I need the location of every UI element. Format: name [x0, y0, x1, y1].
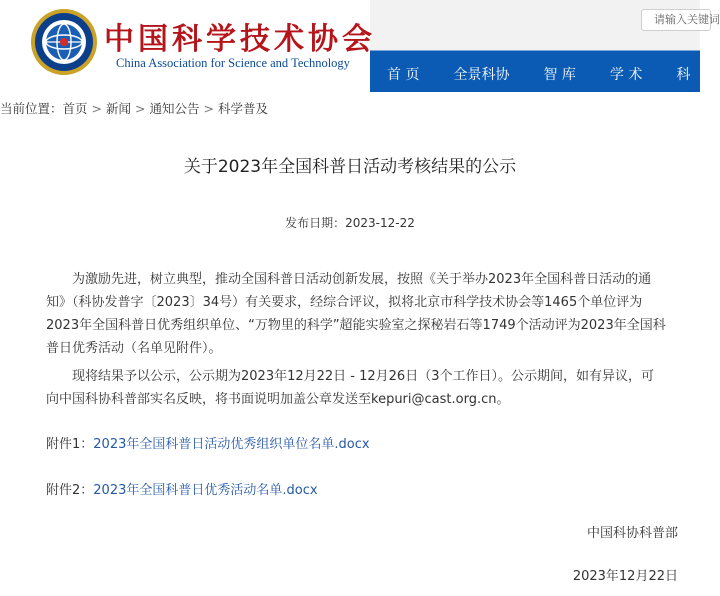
attachment-2-link[interactable]: 2023年全国科普日优秀活动名单.docx	[93, 483, 318, 498]
article-paragraph-2: 现将结果予以公示，公示期为2023年12月22日 - 12月26日（3个工作日）。公示期间，如有异议，可向中国科协科普部实名反映，将书面说明加盖公章发送至kepuri@cast.org.cn。	[46, 369, 654, 407]
logo-chinese-name[interactable]: 中国科学技术协会	[104, 22, 376, 57]
signature-date: 2023年12月22日	[572, 569, 678, 584]
attachment-1-link[interactable]: 2023年全国科普日活动优秀组织单位名单.docx	[93, 437, 370, 452]
search-input[interactable]: 请输入关键词	[641, 9, 711, 31]
attachment-1-prefix: 附件1：	[46, 437, 94, 452]
logo-english-name[interactable]: China Association for Science and Technology	[116, 56, 350, 70]
breadcrumb-label: 当前位置：	[0, 101, 63, 116]
publish-date: 发布日期：2023-12-22	[285, 216, 415, 230]
signature-department: 中国科协科普部	[586, 526, 678, 541]
nav-item-think-tank[interactable]: 智 库	[543, 67, 576, 83]
breadcrumb-home[interactable]: 首页	[62, 101, 88, 116]
article-title: 关于2023年全国科普日活动考核结果的公示	[183, 157, 517, 177]
attachment-2-prefix: 附件2：	[46, 483, 94, 498]
breadcrumb-separator: >	[203, 100, 215, 116]
site-header	[0, 0, 720, 92]
attachment-1	[46, 433, 370, 452]
breadcrumb-news[interactable]: 新闻	[106, 101, 132, 116]
cast-emblem-icon[interactable]	[30, 8, 98, 76]
attachment-2	[46, 479, 318, 498]
nav-item-academic[interactable]: 学 术	[609, 67, 643, 83]
nav-item-overview[interactable]: 全景科协	[453, 67, 510, 83]
breadcrumb-science-popularization[interactable]: 科学普及	[218, 101, 269, 116]
breadcrumb-notices[interactable]: 通知公告	[149, 101, 200, 116]
nav-item-science[interactable]: 科	[676, 67, 691, 83]
article-paragraph-1: 为激励先进，树立典型，推动全国科普日活动创新发展，按照《关于举办2023年全国科普日活动的通知》（科协发普字〔2023〕34号）有关要求，经综合评议，拟将北京市科学技术协会等1465个单位评为2023年全国科普日优秀组织单位、“万物里的科学”超能实验室之探秘岩石等1749个活动评为2023年全国科普日优秀活动（名单见附件）。	[46, 272, 666, 356]
breadcrumb	[0, 98, 268, 118]
main-nav	[370, 58, 700, 92]
nav-item-home[interactable]: 首 页	[387, 67, 420, 83]
breadcrumb-separator: >	[91, 100, 103, 116]
breadcrumb-separator: >	[135, 100, 146, 116]
